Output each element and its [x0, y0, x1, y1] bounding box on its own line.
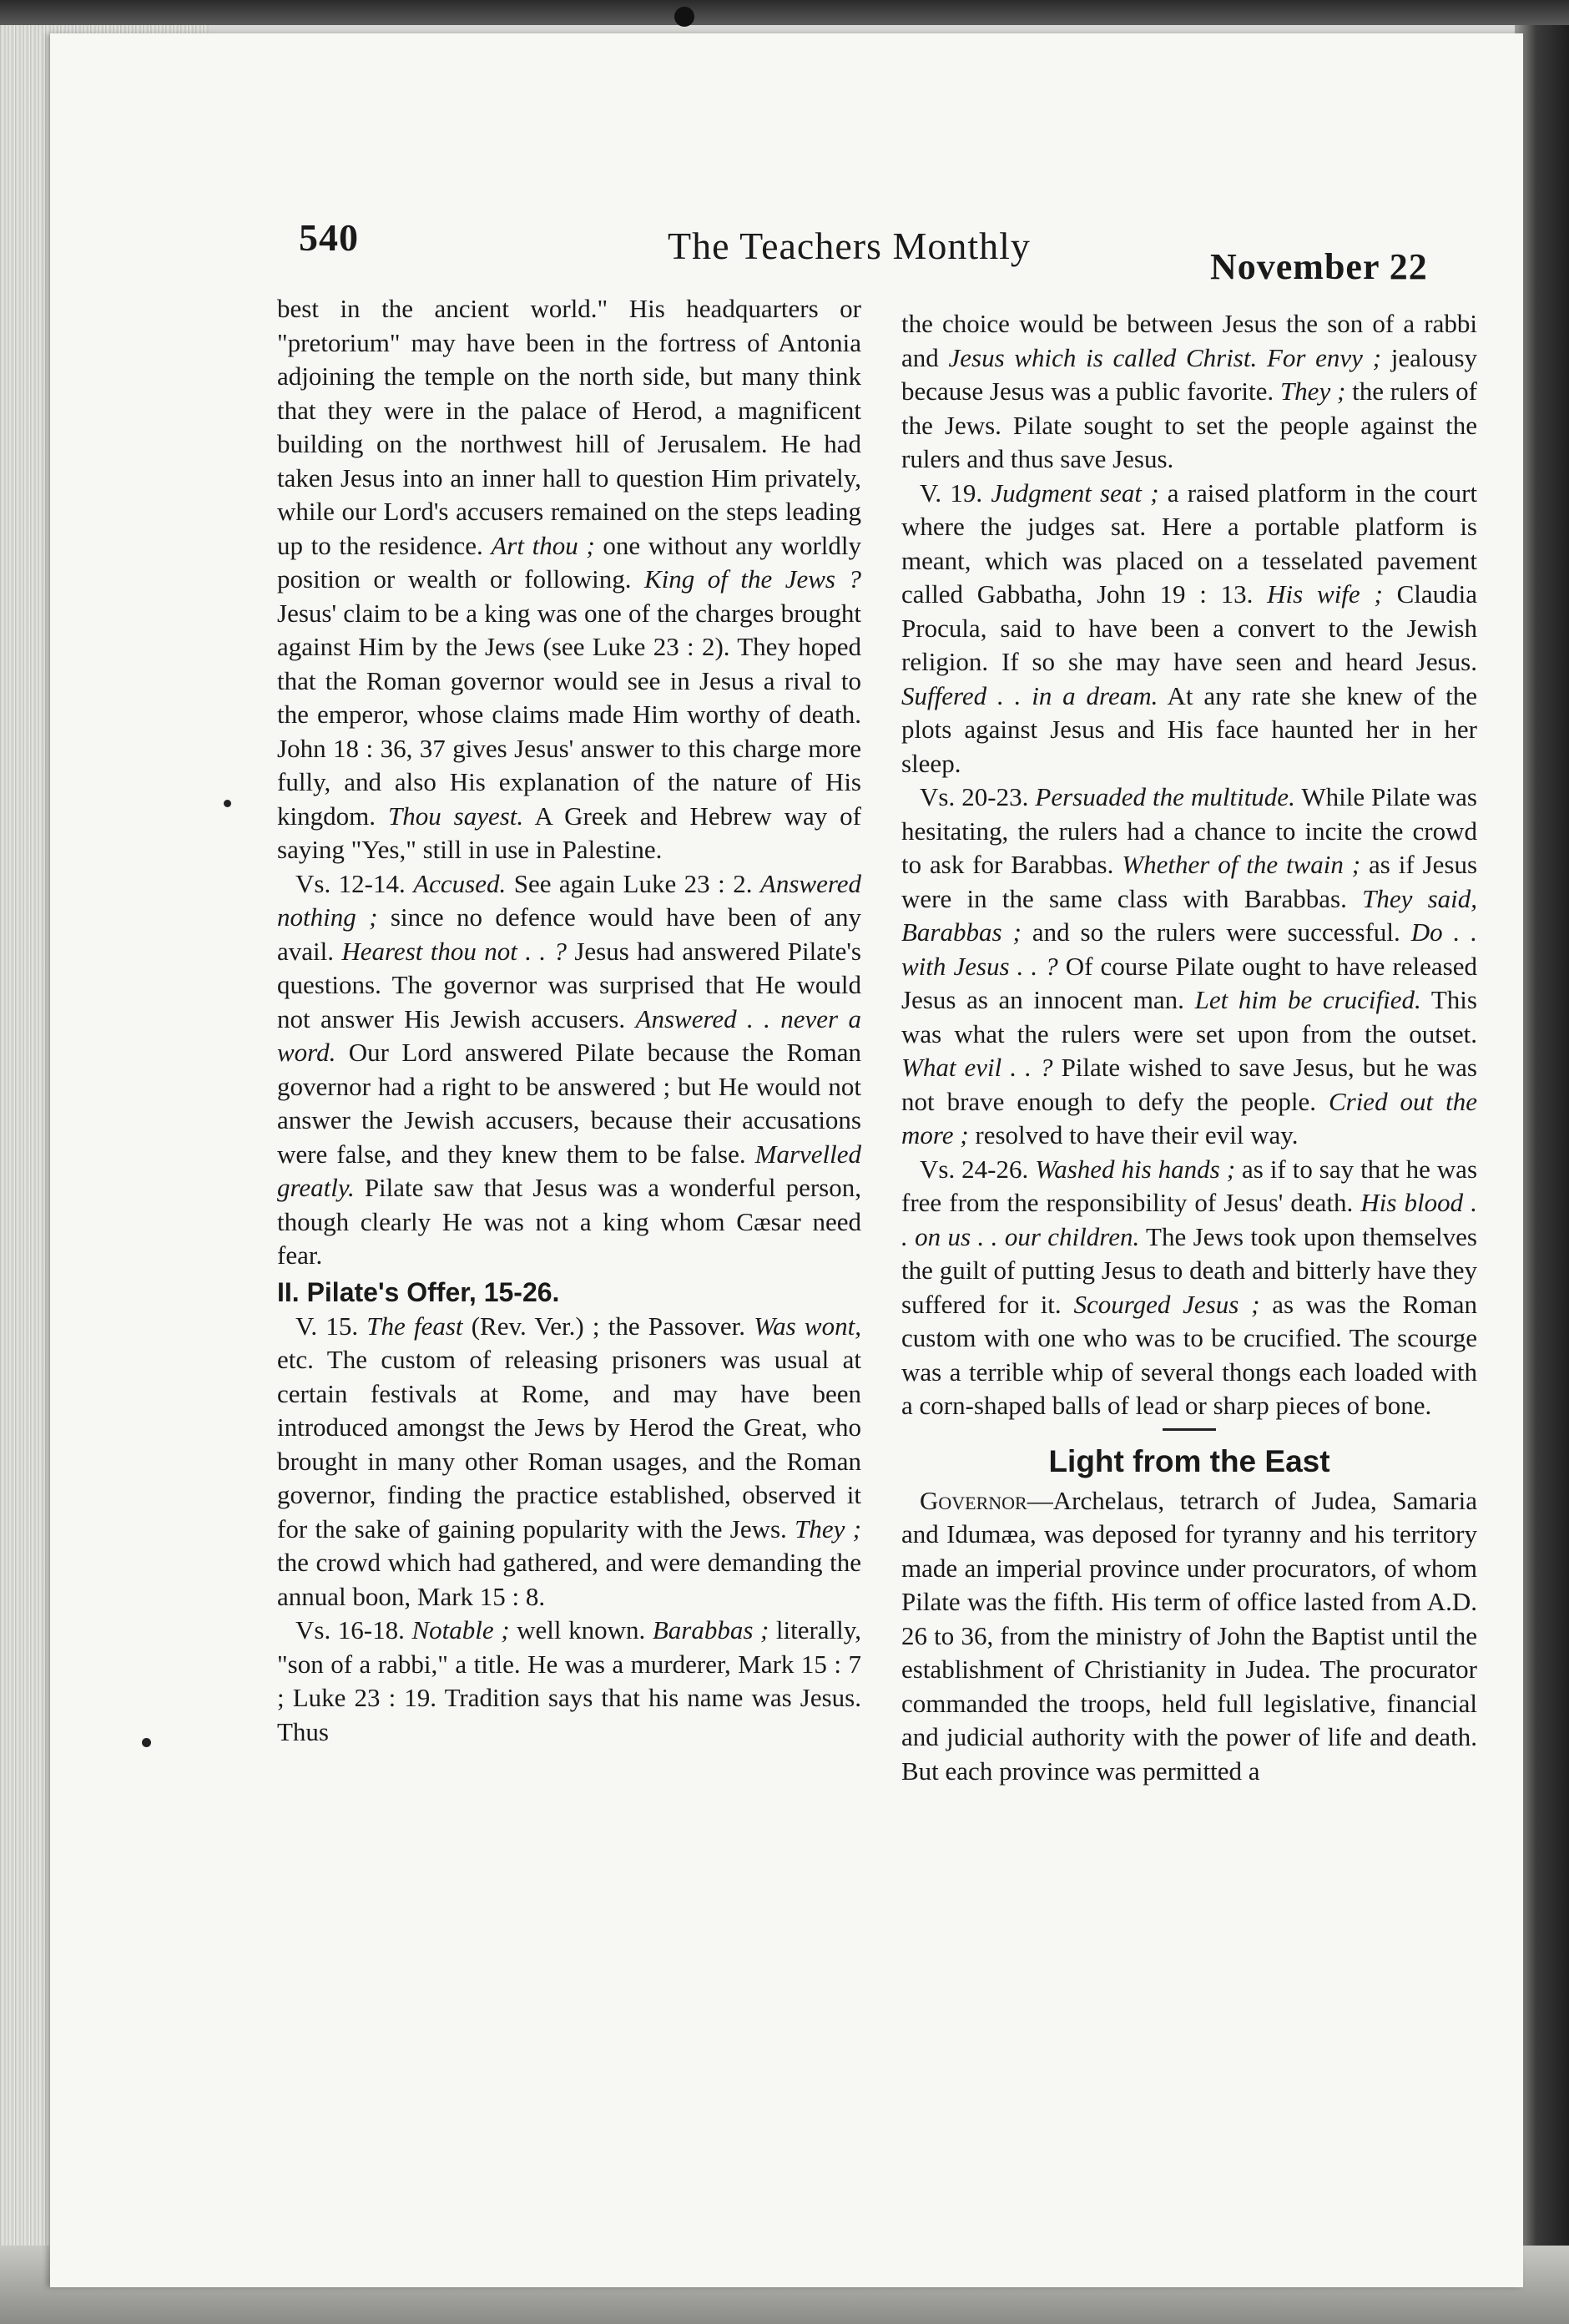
scan-speck — [224, 800, 231, 807]
running-title: The Teachers Monthly — [668, 225, 1031, 267]
paragraph: V. 15. The feast (Rev. Ver.) ; the Passover. Was wont, etc. The custom of releasing prisoners was usual at certain festivals at Rome, and may have been introduced amongst the Jews by Herod the Great, who brought in many other Roman usages, and the Roman governor, finding the practice established, observed it for the sake of gaining popularity with the Jews. They ; the crowd which had gathered, and were demanding the annual boon, Mark 15 : 8. — [277, 1311, 861, 1611]
paragraph: Vs. 24-26. Washed his hands ; as if to say that he was free from the responsibility of Jesus' death. His blood . . on us . . our children. The Jews took upon themselves the guilt of putting Jesus to death and bitterly have they suffered for it. Scourged Jesus ; as was the Roman custom with one who was to be crucified. The scourge was a terrible whip of several thongs each loaded with a corn-shaped balls of lead or sharp pieces of bone. — [901, 1154, 1478, 1420]
paragraph: the choice would be between Jesus the son of a rabbi and Jesus which is called Christ. For envy ; jealousy because Jesus was a public favorite. They ; the rulers of the Jews. Pilate sought to set the people against the rulers and thus save Jesus. — [901, 309, 1478, 473]
paragraph: V. 19. Judgment seat ; a raised platform in the court where the judges sat. Here a portable platform is meant, which was placed on a tesselated pavement called Gabbatha, John 19 : 13. His wife ; Claudia Procula, said to have been a convert to the Jewish religion. If so she may have seen and heard Jesus. Suffered . . in a dream. At any rate she knew of the plots against Jesus and His face haunted her in her sleep. — [901, 477, 1478, 778]
paragraph: Vs. 16-18. Notable ; well known. Barabbas ; literally, "son of a rabbi," a title. He was a murderer, Mark 15 : 7 ; Luke 23 : 19. Tradition says that his name was Jesus. Thus — [277, 1615, 862, 1746]
section-heading: Light from the East — [1048, 1443, 1330, 1478]
right-column — [901, 307, 1477, 1788]
section-divider — [1163, 1428, 1216, 1431]
paragraph: best in the ancient world." His headquarters or "pretorium" may have been in the fortress of Antonia adjoining the temple on the north side, but many think that they were in the palace of Herod, a magnificent building on the northwest hill of Jerusalem. He had taken Jesus into an inner hall to question Him privately, while our Lord's accusers remained on the steps leading up to the residence. Art thou ; one without any worldly position or wealth or following. King of the Jews ? Jesus' claim to be a king was one of the charges brought against Him by the Jews (see Luke 23 : 2). They hoped that the Roman governor would see in Jesus a rival to the emperor, whose claims made Him worthy of death. John 18 : 36, 37 gives Jesus' answer to this charge more fully, and also His explanation of the nature of His kingdom. Thou sayest. A Greek and Hebrew way of saying "Yes," still in use in Palestine. — [277, 294, 862, 864]
paragraph: Governor—Archelaus, tetrarch of Judea, Samaria and Idumæa, was deposed for tyranny and his territory made an imperial province under procurators, of whom Pilate was the fifth. His term of office lasted from A.D. 26 to 36, from the ministry of John the Baptist until the establishment of Christianity in Judea. The procurator commanded the troops, held full legislative, financial and judicial authority with the power of life and death. But each province was permitted a — [901, 1485, 1477, 1786]
scan-speck — [142, 1738, 151, 1747]
paragraph: Vs. 12-14. Accused. See again Luke 23 : 2. Answered nothing ; since no defence would have been of any avail. Hearest thou not . . ? Jesus had answered Pilate's questions. The governor was surprised that He would not answer His Jewish accusers. Answered . . never a word. Our Lord answered Pilate because the Roman governor had a right to be answered ; but He would not answer the Jewish accusers, because their accusations were false, and they knew them to be false. Marvelled greatly. Pilate saw that Jesus was a wonderful person, though clearly He was not a king whom Cæsar need fear. — [277, 868, 862, 1270]
scan-top-band — [0, 0, 1569, 25]
running-date: November 22 — [1210, 246, 1428, 287]
section-heading: II. Pilate's Offer, 15-26. — [277, 1276, 560, 1307]
paragraph: Vs. 20-23. Persuaded the multitude. While Pilate was hesitating, the rulers had a chance to incite the crowd to ask for Barabbas. Whether of the twain ; as if Jesus were in the same class with Barabbas. They said, Barabbas ; and so the rulers were successful. Do . . with Jesus . . ? Of course Pilate ought to have released Jesus as an innocent man. Let him be crucified. This was what the rulers were set upon from the outset. What evil . . ? Pilate wished to save Jesus, but he was not brave enough to defy the people. Cried out the more ; resolved to have their evil way. — [901, 782, 1478, 1149]
binding-mark — [674, 7, 694, 27]
book-page — [50, 33, 1523, 2287]
page-number: 540 — [299, 216, 359, 259]
left-column — [277, 292, 861, 1749]
